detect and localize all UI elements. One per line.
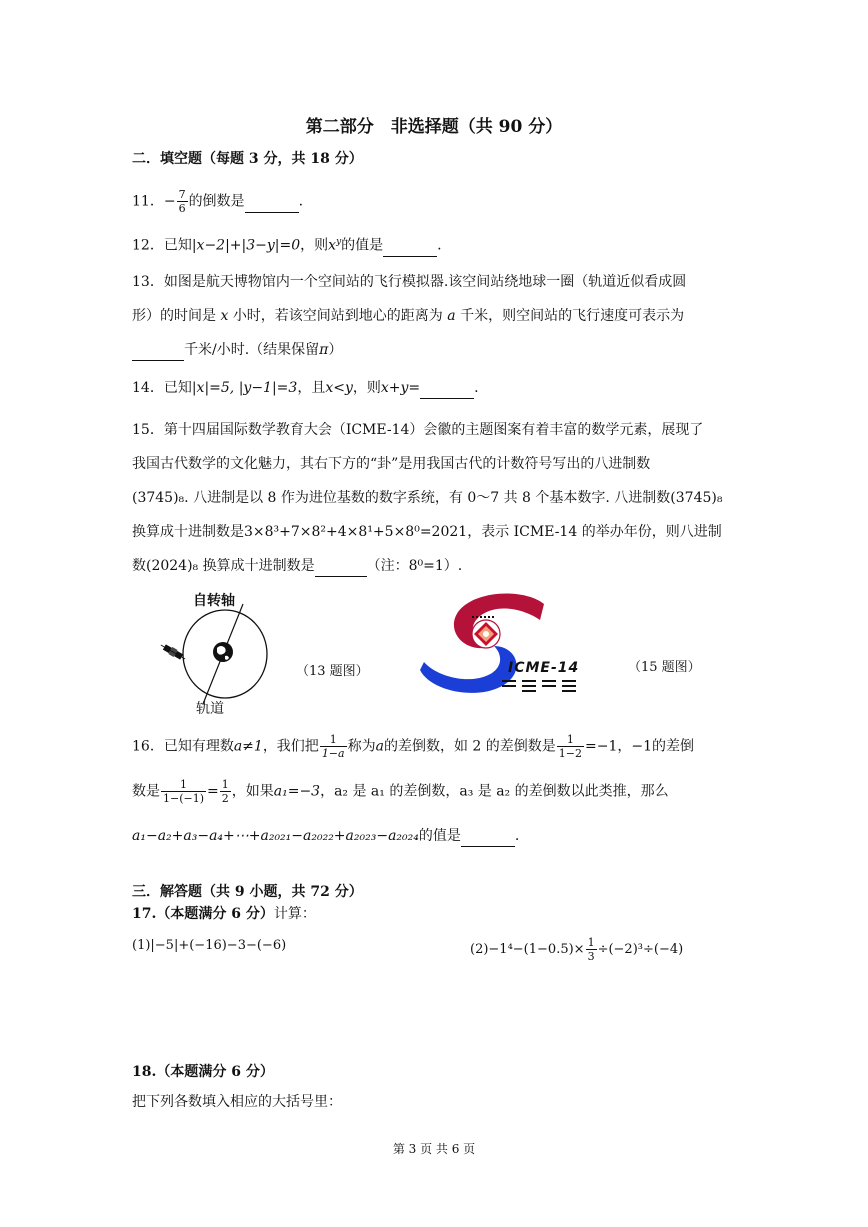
math-expression: =	[207, 783, 219, 800]
math-expression: x+y=	[380, 380, 421, 396]
question-text: 数(2024)₈ 换算成十进制数是	[132, 558, 315, 574]
math-expression: (2)−1⁴−(1−0.5)×	[470, 942, 585, 957]
question-text: 的倒数是	[188, 193, 245, 210]
orbit-label: 轨道	[196, 701, 224, 717]
question-13-line-3	[132, 340, 342, 361]
figure-15-icme-logo	[414, 590, 610, 702]
fraction-numerator: 1	[221, 778, 229, 791]
question-15-line-2: 我国古代数学的文化魅力，其右下方的“卦”是用我国古代的计数符号写出的八进制数	[132, 456, 651, 472]
fraction-numerator: 1	[320, 733, 347, 747]
question-text: ，如果	[231, 783, 274, 800]
question-title: 17.（本题满分 6 分）	[132, 906, 274, 922]
question-text: 千米，则空间站的飞行速度可表示为	[460, 308, 685, 324]
question-16-line-2	[132, 778, 669, 805]
question-text: 称为	[347, 738, 376, 755]
answer-blank	[383, 236, 437, 257]
math-variable: x	[328, 237, 337, 254]
fraction	[161, 778, 206, 805]
question-17-part-2	[470, 936, 683, 963]
period: .	[514, 828, 520, 844]
question-17-title	[132, 904, 316, 924]
fraction-numerator: 7	[178, 188, 186, 201]
math-variable: a	[375, 738, 384, 755]
math-pi: π	[319, 342, 329, 358]
math-expression: |x−2|+|3−y|=0	[191, 237, 301, 254]
fraction-numerator: 1	[161, 778, 206, 792]
question-18-title: 18.（本题满分 6 分）	[132, 1064, 274, 1080]
question-18-text: 把下列各数填入相应的大括号里：	[132, 1094, 342, 1110]
question-text: ，−1的差倒	[617, 738, 694, 755]
question-15-line-4	[132, 522, 722, 542]
question-text: 16．已知有理数	[132, 738, 234, 755]
question-text: 的差倒数，如 2 的差倒数是	[383, 738, 556, 755]
answer-blank	[245, 192, 299, 213]
math-variable: a	[447, 308, 456, 324]
page-title: 第二部分 非选择题（共 90 分）	[305, 117, 563, 137]
question-text: ，a₂ 是 a₁ 的差倒数，a₃ 是 a₂ 的差倒数以此类推，那么	[320, 783, 669, 800]
math-expression: a≠1	[233, 738, 263, 755]
math-expression: ÷(−2)³÷(−4)	[597, 942, 684, 957]
section-heading-fill: 二．填空题（每题 3 分，共 18 分）	[132, 151, 363, 167]
rotation-axis-label: 自转轴	[193, 593, 235, 609]
fraction-numerator: 1	[557, 733, 584, 747]
minus-sign: −	[163, 193, 176, 210]
question-text: ，则	[352, 380, 381, 396]
question-text: 14．已知	[132, 380, 192, 396]
question-text: ）	[328, 342, 343, 358]
question-16-line-1	[132, 733, 694, 760]
question-text: 形）的时间是	[132, 308, 216, 324]
fraction-denominator: 1−a	[321, 747, 345, 760]
math-expression: 8⁰=1	[408, 558, 444, 574]
period: .	[298, 193, 304, 210]
math-expression: 3×8³+7×8²+4×8¹+5×8⁰=2021	[244, 524, 468, 540]
math-exponent: y	[336, 237, 342, 247]
question-text: 换算成十进制数是	[132, 524, 244, 540]
question-13-line-2	[132, 306, 684, 326]
section-heading-answer: 三．解答题（共 9 小题，共 72 分）	[132, 884, 363, 900]
answer-blank	[132, 340, 184, 361]
question-number: 11．	[132, 193, 164, 210]
fraction-denominator: 3	[587, 950, 595, 963]
answer-blank	[315, 556, 367, 577]
question-text: 数是	[132, 783, 160, 800]
fraction	[177, 188, 188, 215]
question-text: 12．已知	[132, 237, 192, 254]
math-expression: a₁=−3	[273, 783, 321, 800]
math-expression: |x|=5, |y−1|=3	[191, 380, 298, 396]
math-expression: a₁−a₂+a₃−a₄+⋯+a₂₀₂₁−a₂₀₂₂+a₂₀₂₃−a₂₀₂₄	[132, 828, 419, 844]
question-text: 的值是	[341, 237, 384, 254]
math-variable: x	[220, 308, 229, 324]
question-text: ，则	[300, 237, 329, 254]
question-13-line-1: 13．如图是航天博物馆内一个空间站的飞行模拟器.该空间站绕地球一圈（轨道近似看成圆	[132, 274, 687, 290]
fraction-denominator: 2	[221, 792, 229, 805]
fraction-denominator: 6	[178, 202, 186, 215]
math-expression: x<y	[325, 380, 353, 396]
icme-logo-text: ICME-14	[508, 660, 580, 676]
question-text: ）.	[443, 558, 463, 574]
question-15-line-5	[132, 556, 462, 577]
question-text: 小时，若该空间站到地心的距离为	[232, 308, 443, 324]
period: .	[437, 237, 442, 254]
fraction	[557, 733, 584, 760]
question-16-line-3	[132, 826, 519, 847]
math-expression: =−1	[584, 738, 618, 755]
question-text: （注：	[366, 558, 409, 574]
period: .	[474, 380, 479, 396]
fraction	[586, 936, 597, 963]
question-15-line-3: (3745)₈. 八进制是以 8 作为进位基数的数字系统，有 0～7 共 8 个基本数字. 八进制数(3745)₈	[132, 490, 723, 506]
question-15-line-1: 15．第十四届国际数学教育大会（ICME-14）会徽的主题图案有着丰富的数学元素，展现了	[132, 422, 704, 438]
fraction	[220, 778, 231, 805]
figure-15-caption: （15 题图）	[628, 660, 701, 675]
question-text: 计算：	[273, 906, 316, 922]
figure-13-caption: （13 题图）	[296, 664, 369, 679]
question-12	[132, 232, 442, 257]
question-text: 的值是	[418, 828, 461, 844]
question-text: ，我们把	[262, 738, 319, 755]
question-14	[132, 378, 479, 399]
question-text: ，表示 ICME-14 的举办年份，则八进制	[467, 524, 722, 540]
page-footer: 第 3 页 共 6 页	[392, 1142, 476, 1156]
answer-blank	[461, 826, 515, 847]
question-17-part-1: (1)|−5|+(−16)−3−(−6)	[132, 938, 287, 953]
icme-logo-svg	[414, 590, 610, 702]
fraction	[320, 733, 347, 760]
fraction-numerator: 1	[587, 936, 595, 949]
question-text: ，且	[297, 380, 326, 396]
answer-blank	[420, 378, 474, 399]
question-text: 千米/小时.（结果保留	[184, 342, 320, 358]
question-11	[132, 188, 303, 215]
fraction-denominator: 1−2	[558, 747, 582, 760]
fraction-denominator: 1−(−1)	[163, 792, 205, 805]
